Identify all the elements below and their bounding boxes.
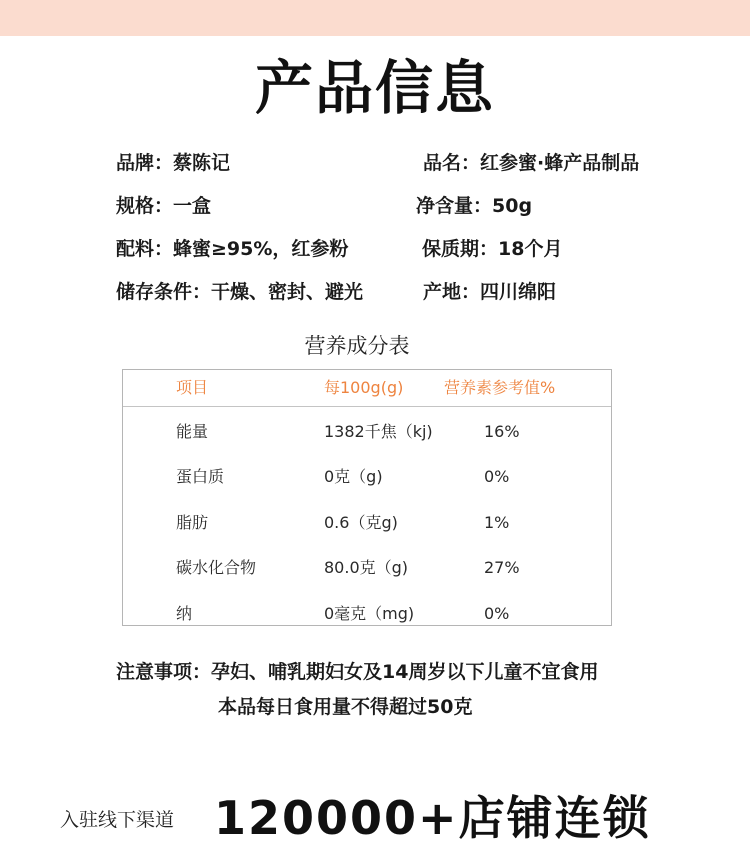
info-product-name: 品名：红参蜜·蜂产品制品: [423, 152, 640, 174]
info-spec: 规格：一盒: [116, 195, 212, 217]
footer-big-text: 120000+店铺连锁: [214, 791, 651, 845]
table-cell-item: 能量: [176, 422, 209, 441]
info-ingredients: 配料：蜂蜜≥95%，红参粉: [116, 238, 349, 260]
top-header-band: [0, 0, 750, 36]
table-cell-nrv: 0%: [484, 604, 510, 623]
nutrition-table-title: 营养成分表: [304, 334, 410, 358]
table-header-item: 项目: [176, 378, 209, 397]
info-origin: 产地：四川绵阳: [423, 281, 557, 303]
notice-line-1: 注意事项：孕妇、哺乳期妇女及14周岁以下儿童不宜食用: [116, 661, 599, 683]
page-title: 产品信息: [254, 54, 495, 122]
table-cell-amount: 80.0克（g): [324, 558, 409, 577]
table-cell-nrv: 0%: [484, 467, 510, 486]
table-cell-amount: 0毫克（mg): [324, 604, 415, 623]
table-cell-item: 碳水化合物: [176, 558, 257, 577]
info-net-content: 净含量：50g: [416, 195, 533, 217]
table-cell-item: 脂肪: [176, 513, 209, 532]
footer-banner: [0, 786, 750, 845]
table-header-per100g: 每100g(g): [324, 378, 404, 397]
info-storage: 储存条件：干燥、密封、避光: [116, 281, 364, 303]
table-cell-nrv: 16%: [484, 422, 520, 441]
table-header-divider: [123, 406, 611, 407]
table-cell-amount: 0克（g): [324, 467, 383, 486]
nutrition-table: [122, 369, 612, 626]
info-brand: 品牌：蔡陈记: [116, 152, 231, 174]
info-shelf-life: 保质期：18个月: [422, 238, 563, 260]
table-cell-nrv: 1%: [484, 513, 510, 532]
table-cell-amount: 1382千焦（kj): [324, 422, 433, 441]
table-cell-item: 纳: [176, 604, 193, 623]
table-cell-nrv: 27%: [484, 558, 520, 577]
notice-line-2: 本品每日食用量不得超过50克: [218, 696, 473, 718]
table-header-nrv: 营养素参考值%: [444, 378, 556, 397]
footer-small-text: 入驻线下渠道: [60, 809, 175, 831]
table-cell-item: 蛋白质: [176, 467, 225, 486]
table-cell-amount: 0.6（克g): [324, 513, 398, 532]
